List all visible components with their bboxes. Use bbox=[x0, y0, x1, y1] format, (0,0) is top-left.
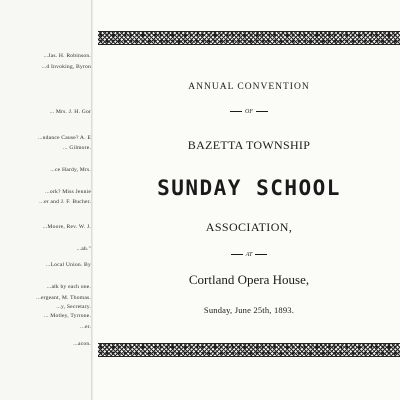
ornamental-border-top bbox=[98, 31, 400, 45]
left-program-page bbox=[0, 0, 91, 400]
program-line: ...y, Secretary. bbox=[56, 304, 91, 310]
program-line: ... Motley, Tyrrone. bbox=[43, 313, 91, 319]
program-line: ...d Invoking, Byron bbox=[41, 64, 91, 70]
convention-heading: ANNUAL CONVENTION bbox=[188, 82, 310, 92]
ornamental-border-bottom bbox=[98, 343, 400, 357]
at-text: AT bbox=[245, 251, 253, 258]
program-line: ...ergeant, M. Thomas. bbox=[36, 295, 91, 301]
of-line bbox=[98, 108, 400, 115]
program-line: ...ce Hardy, Mrs. bbox=[50, 167, 91, 173]
program-line: ... Gilmore. bbox=[62, 145, 91, 151]
township-heading: BAZETTA TOWNSHIP bbox=[187, 138, 311, 152]
program-line: ...alk by each one. bbox=[46, 284, 91, 290]
association-heading: ASSOCIATION, bbox=[205, 220, 293, 234]
at-line bbox=[98, 251, 400, 258]
program-line: ...Moore, Rev. W. J. bbox=[42, 224, 91, 230]
venue: Cortland Opera House, bbox=[188, 272, 310, 287]
program-line: ...Local Union. By bbox=[45, 262, 91, 268]
program-line: ...er. bbox=[80, 324, 91, 330]
title-page bbox=[93, 0, 400, 400]
event-date: Sunday, June 25th, 1893. bbox=[203, 305, 295, 315]
sunday-school-title: SUNDAY SCHOOL bbox=[157, 176, 341, 200]
program-line: ...Jas. H. Robinson. bbox=[43, 53, 91, 59]
program-line: ...er and J. F. Bucher. bbox=[39, 199, 91, 205]
program-line: ...ork? Miss Jennie bbox=[45, 189, 91, 195]
program-line: ...acon. bbox=[73, 341, 91, 347]
program-line: ...ndance Cause? A. E bbox=[37, 135, 91, 141]
program-line: ...ah." bbox=[76, 246, 91, 252]
of-text: OF bbox=[245, 108, 253, 115]
program-line: ... Mrs. J. H. Gor bbox=[49, 109, 91, 115]
